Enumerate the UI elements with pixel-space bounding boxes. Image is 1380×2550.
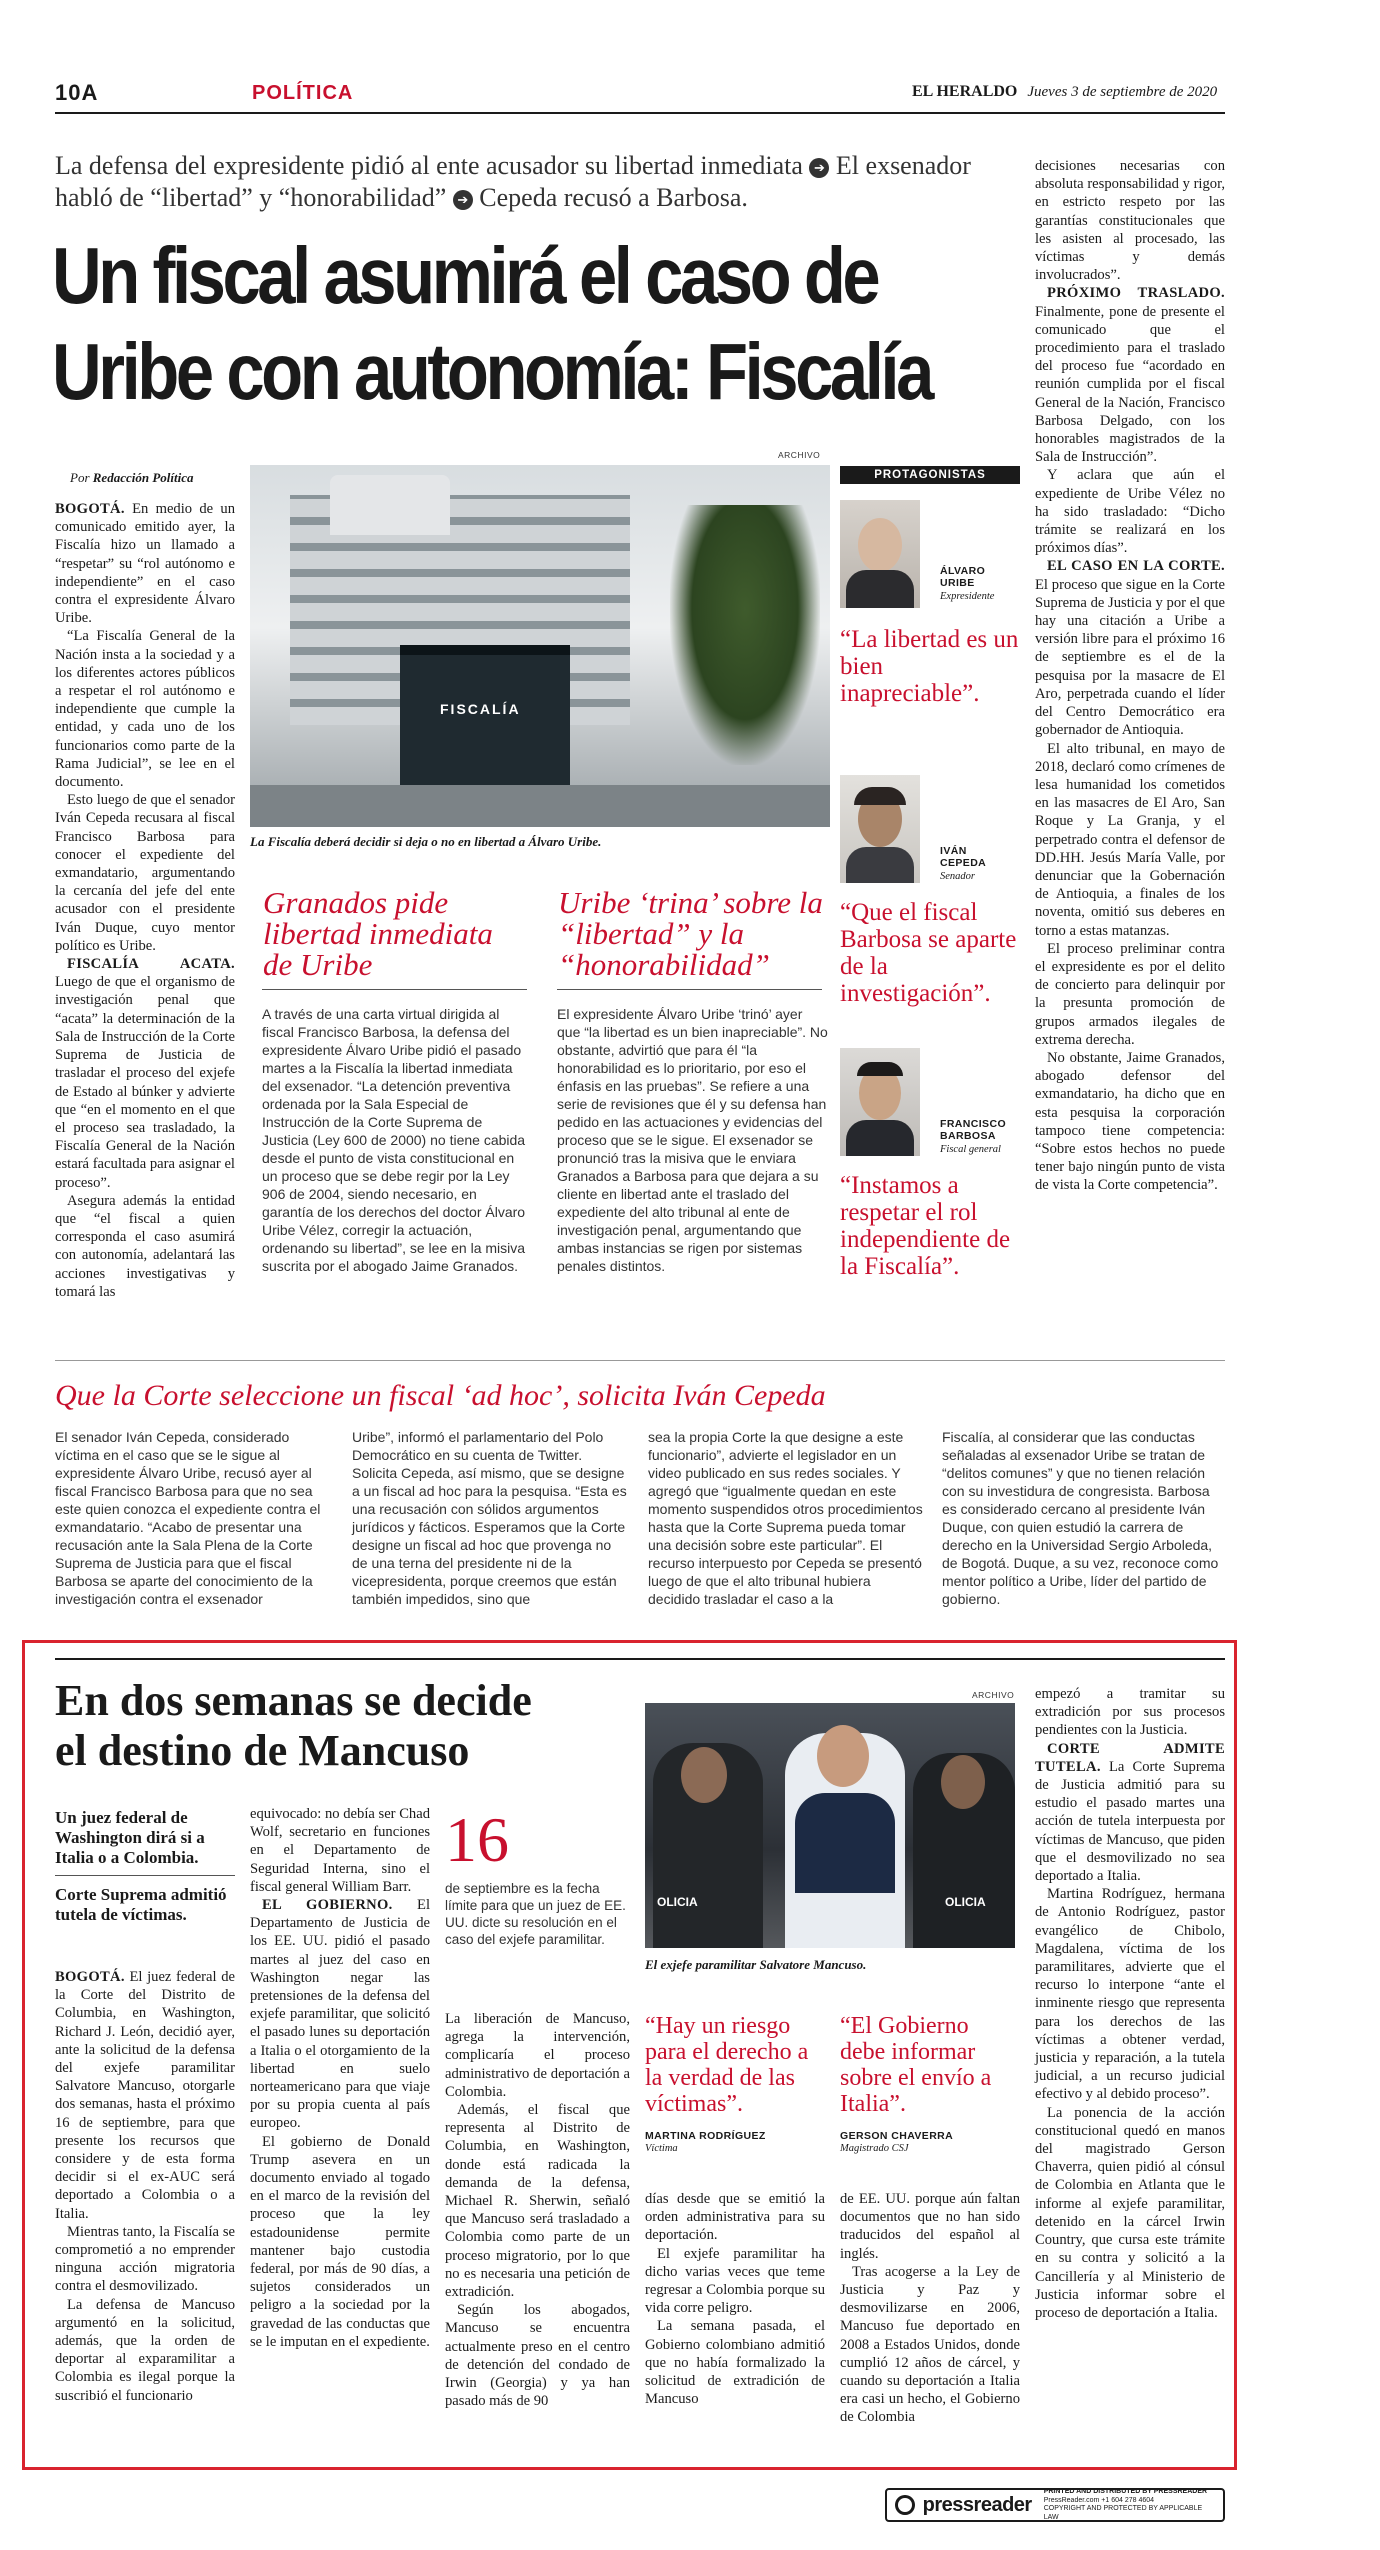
headline-line-2: Uribe con autonomía: Fiscalía [52,327,931,416]
paragraph-text: empezó a tramitar su extradición por sus procesos pendientes con la Justicia. [1035,1686,1225,1739]
paragraph [55,791,235,955]
cepeda-portrait [840,775,920,883]
article1-col4 [1035,157,1225,1195]
page-number: 10A [55,80,99,105]
deck-1: Un juez federal de Washington dirá si a Italia o a Colombia. [55,1808,205,1867]
barbosa-name: FRANCISCO BARBOSA [940,1118,1007,1142]
paragraph-text: El juez federal de la Corte del Distrito de Columbia, en Washington, Richard J. León, decidió ayer, ante la solicitud de la defensa del exjefe paramilitar Salvatore Mancuso, otorgarle dos semanas, hasta el próximo 16 de septiembre, para que presente los recursos que considere y de esta forma decidir si el ex-AUC será deportado a Colombia o a Italia. [55,1969,235,2222]
paragraph-text: El proceso que sigue en la Corte Suprema de Justicia y por el que hay una citación a Uribe a versión libre para el próximo 16 de septiembre es el de la pesquisa por la masacre de El Aro, perpetrada cuando el líder del Centro Democrático era gobernador de Antioquia. [1035,576,1225,739]
barbosa-role: Fiscal general [940,1144,1001,1155]
quote-chaverra-role: Magistrado CSJ [840,2143,909,2154]
article2-col1: El senador Iván Cepeda, considerado víctima en el caso que se le sigue al expresidente Álvaro Uribe, recusó ayer al fiscal Francisco Barbosa para que no sea este quien conozca el expediente contra el exmandatario. “Acabo de presentar una recusación ante la Sala Plena de la Corte Suprema de Justicia para que el fiscal Barbosa se aparte del conocimiento de la investigación contra el exsenador [55,1429,321,1607]
article2-top-rule [55,1360,1225,1361]
pressreader-brand: pressreader [922,2493,1032,2516]
barbosa-quote: “Instamos a respetar el rol independiente de la Fiscalía”. [840,1172,1011,1280]
paragraph-text: Luego de que el organismo de investigación penal que “acata” la determinación de la Sala de Instrucción de la Corte Suprema de Justicia de trasladar el proceso del exjefe de Estado al búnker y advierte que “en el momento en el que el proceso sea trasladado, la Fiscalía General de la Nación estará facultada para asignar el proceso”. [55,974,235,1191]
pressreader-line-2: PressReader.com +1 604 278 4604 [1043,2496,1155,2504]
paragraph-text: Y aclara que aún el expediente de Uribe Vélez no ha sido trasladado: “Dicho trámite se realizará en los próximos días”. [1035,467,1225,557]
paragraph [1035,740,1225,940]
paragraph-text: Mientras tanto, la Fiscalía se comprometió a no emprender ninguna acción migratoria contra el desmovilizado. [55,2223,235,2295]
newspaper-name: EL HERALDO [912,83,1018,100]
big-number-text: de septiembre es la fecha límite para que un juez de EE. UU. dicte su resolución en el caso del exjefe paramilitar. [445,1881,626,1947]
bullet-arrow-icon: ➔ [809,158,829,178]
paragraph-lead: CORTE ADMITE TUTELA. [1035,1740,1225,1775]
paragraph-text: La defensa de Mancuso argumentó en la solicitud, además, que la orden de deportar al exparamilitar a Colombia es ilegal porque la suscribió el funcionario [55,2296,235,2404]
paragraph-text: Tras acogerse a la Ley de Justicia y Paz y desmovilizarse en 2006, Mancuso fue deportado en 2008 a Estados Unidos, donde cumplió 12 años de cárcel, y cuando su deportación a Italia era casi un hecho, el Gobierno de Colombia [840,2263,1020,2426]
paragraph-text: Asegura además la entidad que “el fiscal a quien corresponda el caso asumirá con autonomía, adelantará las acciones investigativas y tomará las [55,1192,235,1300]
paragraph-text: de EE. UU. porque aún faltan documentos que no han sido traducidos del español al inglés. [840,2191,1020,2262]
paragraph-text: El Departamento de Justicia de los EE. UU. pidió el pasado martes al juez del caso en Washington negar las pretensiones de la defensa del exjefe paramilitar, que solicitó el pasado lunes su deportación a Italia o el otorgamiento de la libertad en suelo norteamericano para que viaje por su propia cuenta al país europeo. [250,1897,430,2132]
barbosa-portrait [840,1048,920,1156]
paragraph [645,2317,825,2408]
paragraph-text: Finalmente, pone de presente el comunicado que el procedimiento para el traslado del proceso fue “acordado en reunión cumplida por el fiscal General de la Nación, Francisco Barbosa Delgado, con los honorables magistrados de la Sala de Instrucción”. [1035,303,1225,466]
paragraph [1035,940,1225,1049]
uribe-portrait [840,500,920,608]
quote-chaverra: “El Gobierno debe informar sobre el envío a Italia”. [840,2013,992,2117]
paragraph [55,2296,235,2405]
article1-headline [52,228,931,420]
article3-col2 [250,1805,430,2351]
photo-credit: ARCHIVO [778,450,821,460]
paragraph-text: El gobierno de Donald Trump asevera en un documento enviado al togado en el marco de la revisión del proceso que la ley estadounidense permite mantener bajo custodia federal, por más de 90 días, a sujetos considerados un peligro a la sociedad por la gravedad de las conductas que se le imputan en el expediente. [250,2133,430,2350]
paragraph [55,1968,235,2223]
paragraph-text: Esto luego de que el senador Iván Cepeda recusara al fiscal Francisco Barbosa para conocer el expediente del exmandatario, argumentando la cercanía del jefe del ente acusador con el presidente Iván Duque, cuyo mentor político es Uribe. [55,792,235,954]
paragraph [1035,2104,1225,2322]
article3-top-rule [55,1658,1225,1660]
granados-title-rule [262,989,527,990]
article2-col4: Fiscalía, al considerar que las conductas señaladas al exsenador Uribe se tratan de “delitos comunes” y que no tienen relación con su investidura de congresista. Barbosa es considerado cercano al presidente Iván Duque, con quien estudió la carrera de derecho en la Universidad Sergio Arboleda, de Bogotá. Duque, a su vez, reconoce como mentor político a Uribe, líder del partido de gobierno. [942,1429,1219,1607]
kicker-part-c: Cepeda recusó a Barbosa. [479,183,748,212]
paragraph-text: El proceso preliminar contra el expresidente es por el delito de concierto para delinquir por la presunta promoción de grupos armados ilegales de extrema derecha. [1035,940,1225,1048]
article1-kicker [55,150,1030,214]
issue-date: Jueves 3 de septiembre de 2020 [1027,84,1218,100]
paragraph [1035,1740,1225,1886]
paragraph [445,2301,630,2410]
paragraph [55,1192,235,1301]
paragraph-lead: EL GOBIERNO. [262,1897,393,1914]
paragraph [840,2263,1020,2427]
pressreader-line-1: PRINTED AND DISTRIBUTED BY PRESSREADER [1043,2488,1208,2495]
mancuso-photo: OLICIA OLICIA [645,1703,1015,1948]
paragraph-lead: EL CASO EN LA CORTE. [1047,558,1225,575]
quote-rodriguez: “Hay un riesgo para el derecho a la verdad de las víctimas”. [645,2013,809,2117]
tree [670,505,820,765]
byline-prefix: Por [70,470,90,485]
article3-col4 [645,2190,825,2408]
paragraph [55,627,235,791]
paragraph [1035,466,1225,557]
deck-rule [55,1875,235,1876]
pavement [250,785,830,827]
paragraph-text: La Corte Suprema de Justicia admitió para su estudio el pasado martes una acción de tutela interpuesta por víctimas de Mancuso, que piden que el desmovilizado no sea deportado a Italia. [1035,1758,1225,1885]
article1-col1 [55,500,235,1301]
paragraph [645,2245,825,2318]
paragraph-lead: PRÓXIMO TRASLADO. [1047,285,1225,302]
uribe-name: ÁLVARO URIBE [940,565,986,589]
uribe-quote: “La libertad es un bien inapreciable”. [840,626,1019,707]
paragraph-text: La liberación de Mancuso, agrega la intervención, complicaría el proceso administrativo de deportación a Colombia. [445,2011,630,2100]
mancuso-photo-credit: ARCHIVO [972,1690,1015,1700]
paragraph-text: días desde que se emitió la orden administrativa para su deportación. [645,2191,825,2244]
paragraph-text: La semana pasada, el Gobierno colombiano admitió que no había formalizado la solicitud de extradición de Mancuso [645,2318,825,2408]
protagonists-label: PROTAGONISTAS [840,466,1020,484]
article3-headline [55,1676,645,1776]
deck-2: Corte Suprema admitió tutela de víctimas. [55,1885,227,1924]
paragraph [1035,1885,1225,2103]
paragraph [645,2190,825,2245]
byline-author: Redacción Política [92,470,194,485]
paragraph-lead: BOGOTÁ. [55,1969,125,1985]
mancuso-photo-caption: El exjefe paramilitar Salvatore Mancuso. [645,1957,867,1972]
kicker-part-b: El exsenador habló de “libertad” y “honorabilidad” [55,151,971,212]
quote-rodriguez-name: MARTINA RODRÍGUEZ [645,2130,766,2142]
paragraph [250,1896,430,2133]
paragraph-text: La ponencia de la acción constitucional quedó en manos del magistrado Gerson Chaverra, quien pidió al cónsul de Colombia en Atlanta que le informe al exjefe paramilitar, detenido en la cárcel Irwin Country, que cursa este trámite en su contra y solicitó a la Cancillería y al Ministerio de Justicia informar sobre el proceso de deportación a Italia. [1035,2104,1225,2321]
bullet-arrow-icon: ➔ [453,190,473,210]
article3-col6 [1035,1685,1225,2322]
article3-col5 [840,2190,1020,2427]
article2-col3: sea la propia Corte la que designe a este funcionario”, advierte el legislador en un video publicado en sus redes sociales. Y agregó que “igualmente quedan en este momento suspendidos otros procedimientos hasta que la Corte Suprema pueda tomar una decisión sobre este particular”. El recurso interpuesto por Cepeda se presentó luego de que el alto tribunal hubiera decidido trasladar el caso a la [648,1429,923,1607]
paragraph-text: Martina Rodríguez, hermana de Antonio Rodríguez, pastor evangélico de Chibolo, Magdalena, víctima de los paramilitares, advierte que el recurso lo interpone “ante el inminente riesgo que representa para los derechos de las víctimas a obtener verdad, justicia y reparación, a la tutela judicial, a un recurso judicial efectivo y al debido proceso”. [1035,1886,1225,2103]
paragraph [55,500,235,627]
kicker-part-a: La defensa del expresidente pidió al ente acusador su libertad inmediata [55,151,803,180]
paragraph-text: “La Fiscalía General de la Nación insta a la sociedad y a los diferentes actores públicos a respetar el rol autónomo e independiente que cumple la entidad, y cada uno de los funcionarios como parte de la Rama Judicial”, se lee en el documento. [55,628,235,791]
paragraph-lead: BOGOTÁ. [55,501,125,517]
uribe-box-title: Uribe ‘trina’ sobre la “libertad” y la “honorabilidad” [558,885,823,982]
pressreader-legal [1044,2488,1215,2522]
article3-col3 [445,2010,630,2410]
paragraph-text: equivocado: no debía ser Chad Wolf, secretario en funciones en el Departamento de Seguridad Interna, sino el fiscal general William Barr. [250,1806,430,1895]
paragraph-text: No obstante, Jaime Granados, abogado defensor del exmandatario, ha dicho que en esta pesquisa la corporación tampoco tiene competencia: “Sobre estos hechos no puede tener bajo ningún punto de vista de vista la Corte competencia”. [1035,1049,1225,1194]
entrance-booth [400,645,570,795]
cepeda-name: IVÁN CEPEDA [940,845,987,869]
cepeda-quote: “Que el fiscal Barbosa se aparte de la investigación”. [840,899,1017,1007]
paragraph [1035,157,1225,284]
article2-headline: Que la Corte seleccione un fiscal ‘ad hoc’, solicita Iván Cepeda [55,1379,826,1412]
photo-caption: La Fiscalía deberá decidir si deja o no en libertad a Álvaro Uribe. [250,834,602,849]
paragraph-lead: FISCALÍA ACATA. [67,956,235,973]
fiscalia-sign: FISCALÍA [440,701,521,717]
quote-chaverra-name: GERSON CHAVERRA [840,2130,954,2142]
paragraph [445,2010,630,2101]
pressreader-line-3: COPYRIGHT AND PROTECTED BY APPLICABLE LAW [1043,2505,1203,2521]
article3-headline-line-1: En dos semanas se decide [55,1676,532,1725]
granados-box-body: A través de una carta virtual dirigida al fiscal Francisco Barbosa, la defensa del expresidente Álvaro Uribe pidió el pasado martes a la Fiscalía la libertad inmediata del exsenador. “La detención preventiva ordenada por la Sala Especial de Instrucción de la Corte Suprema de Justicia (Ley 600 de 2000) no tiene cabida desde el punto de vista constitucional en un proceso que se debe regir por la Ley 906 de 2004, siendo necesario, en garantía de los derechos del doctor Álvaro Uribe Vélez, corregir la actuación, ordenando su libertad”, se lee en la misiva suscrita por el abogado Jaime Granados. [262,1006,526,1274]
paragraph [250,1805,430,1896]
paragraph [1035,1049,1225,1195]
paragraph-text: El alto tribunal, en mayo de 2018, declaró como crímenes de lesa humanidad los cometidos en las masacres de El Aro, San Roque y La Granja, y el perpetrado contra el defensor de DD.HH. Jesús María Valle, por denunciar que la Gobernación de Antioquia, a finales de los noventa, omitió sus deberes en torno a estas matanzas. [1035,740,1225,939]
paragraph [840,2190,1020,2263]
granados-box-title: Granados pide libertad inmediata de Uribe [263,885,493,982]
paragraph-text: decisiones necesarias con absoluta responsabilidad y rigor, en estricto respeto por las garantías constitucionales que les asisten al procesado, las víctimas y demás involucrados”. [1035,158,1225,284]
paragraph-text: El exjefe paramilitar ha dicho varias veces que teme regresar a Colombia porque su vida corre peligro. [645,2245,825,2317]
paragraph-text: En medio de un comunicado emitido ayer, la Fiscalía hizo un llamado a “respetar” su “rol autónomo e independiente” en el caso contra el expresidente Álvaro Uribe. [55,501,235,627]
byline [70,470,193,486]
section-label: POLÍTICA [252,82,354,104]
paragraph-text: Además, el fiscal que representa al Distrito de Columbia, en Washington, donde está radicada la demanda de la defensa, Michael R. Sherwin, señaló que Mancuso será trasladado a Colombia como parte de un proceso migratorio, por lo que no es necesaria una petición de extradición. [445,2102,630,2301]
article3-headline-line-2: el destino de Mancuso [55,1726,470,1775]
uribe-title-rule [557,989,822,990]
uribe-box-body: El expresidente Álvaro Uribe ‘trinó’ ayer que “la libertad es un bien inapreciable”. No obstante, advirtió que para él “la honorabilidad es lo prioritario, por eso el énfasis en las pruebas”. Se refiere a una serie de revisiones que él y su defensa han pedido en las actuaciones y evidencias del proceso que se le sigue. El exsenador se pronunció tras la misiva que le enviara Granados a Barbosa para que dejara a su cliente en libertad ante el traslado del expediente del alto tribunal al ente de investigación penal, argumentando que ambas instancias se rigen por sistemas penales distintos. [557,1006,828,1274]
paragraph [250,2133,430,2351]
paragraph [55,955,235,1192]
building-tower [330,475,450,535]
uribe-role: Expresidente [940,591,995,602]
paragraph [445,2101,630,2301]
pressreader-badge [885,2488,1225,2522]
article3-col1 [55,1968,235,2405]
paragraph [55,2223,235,2296]
header-rule [55,112,1225,114]
paragraph [1035,557,1225,739]
fiscalia-building-photo [250,465,830,827]
paragraph [1035,284,1225,466]
cepeda-role: Senador [940,871,975,882]
headline-line-1: Un fiscal asumirá el caso de [52,231,878,320]
paragraph-text: Según los abogados, Mancuso se encuentra actualmente preso en el centro de detención del condado de Irwin (Georgia) y ya han pasado más de 90 [445,2302,630,2410]
article2-col2: Uribe”, informó el parlamentario del Polo Democrático en su cuenta de Twitter. Solicita Cepeda, así mismo, que se designe a un fiscal ad hoc para la pesquisa. “Esta es una recusación con sólidos argumentos jurídicos y fácticos. Esperamos que la Corte designe un fiscal ad hoc que provenga no de una terna del presidente ni de la vicepresidenta, porque creemos que están también impedidos, sino que [352,1429,627,1607]
masthead [912,83,1217,101]
pressreader-logo-icon [895,2495,915,2515]
paragraph [1035,1685,1225,1740]
big-number: 16 [445,1804,509,1875]
quote-rodriguez-role: Víctima [645,2143,678,2154]
